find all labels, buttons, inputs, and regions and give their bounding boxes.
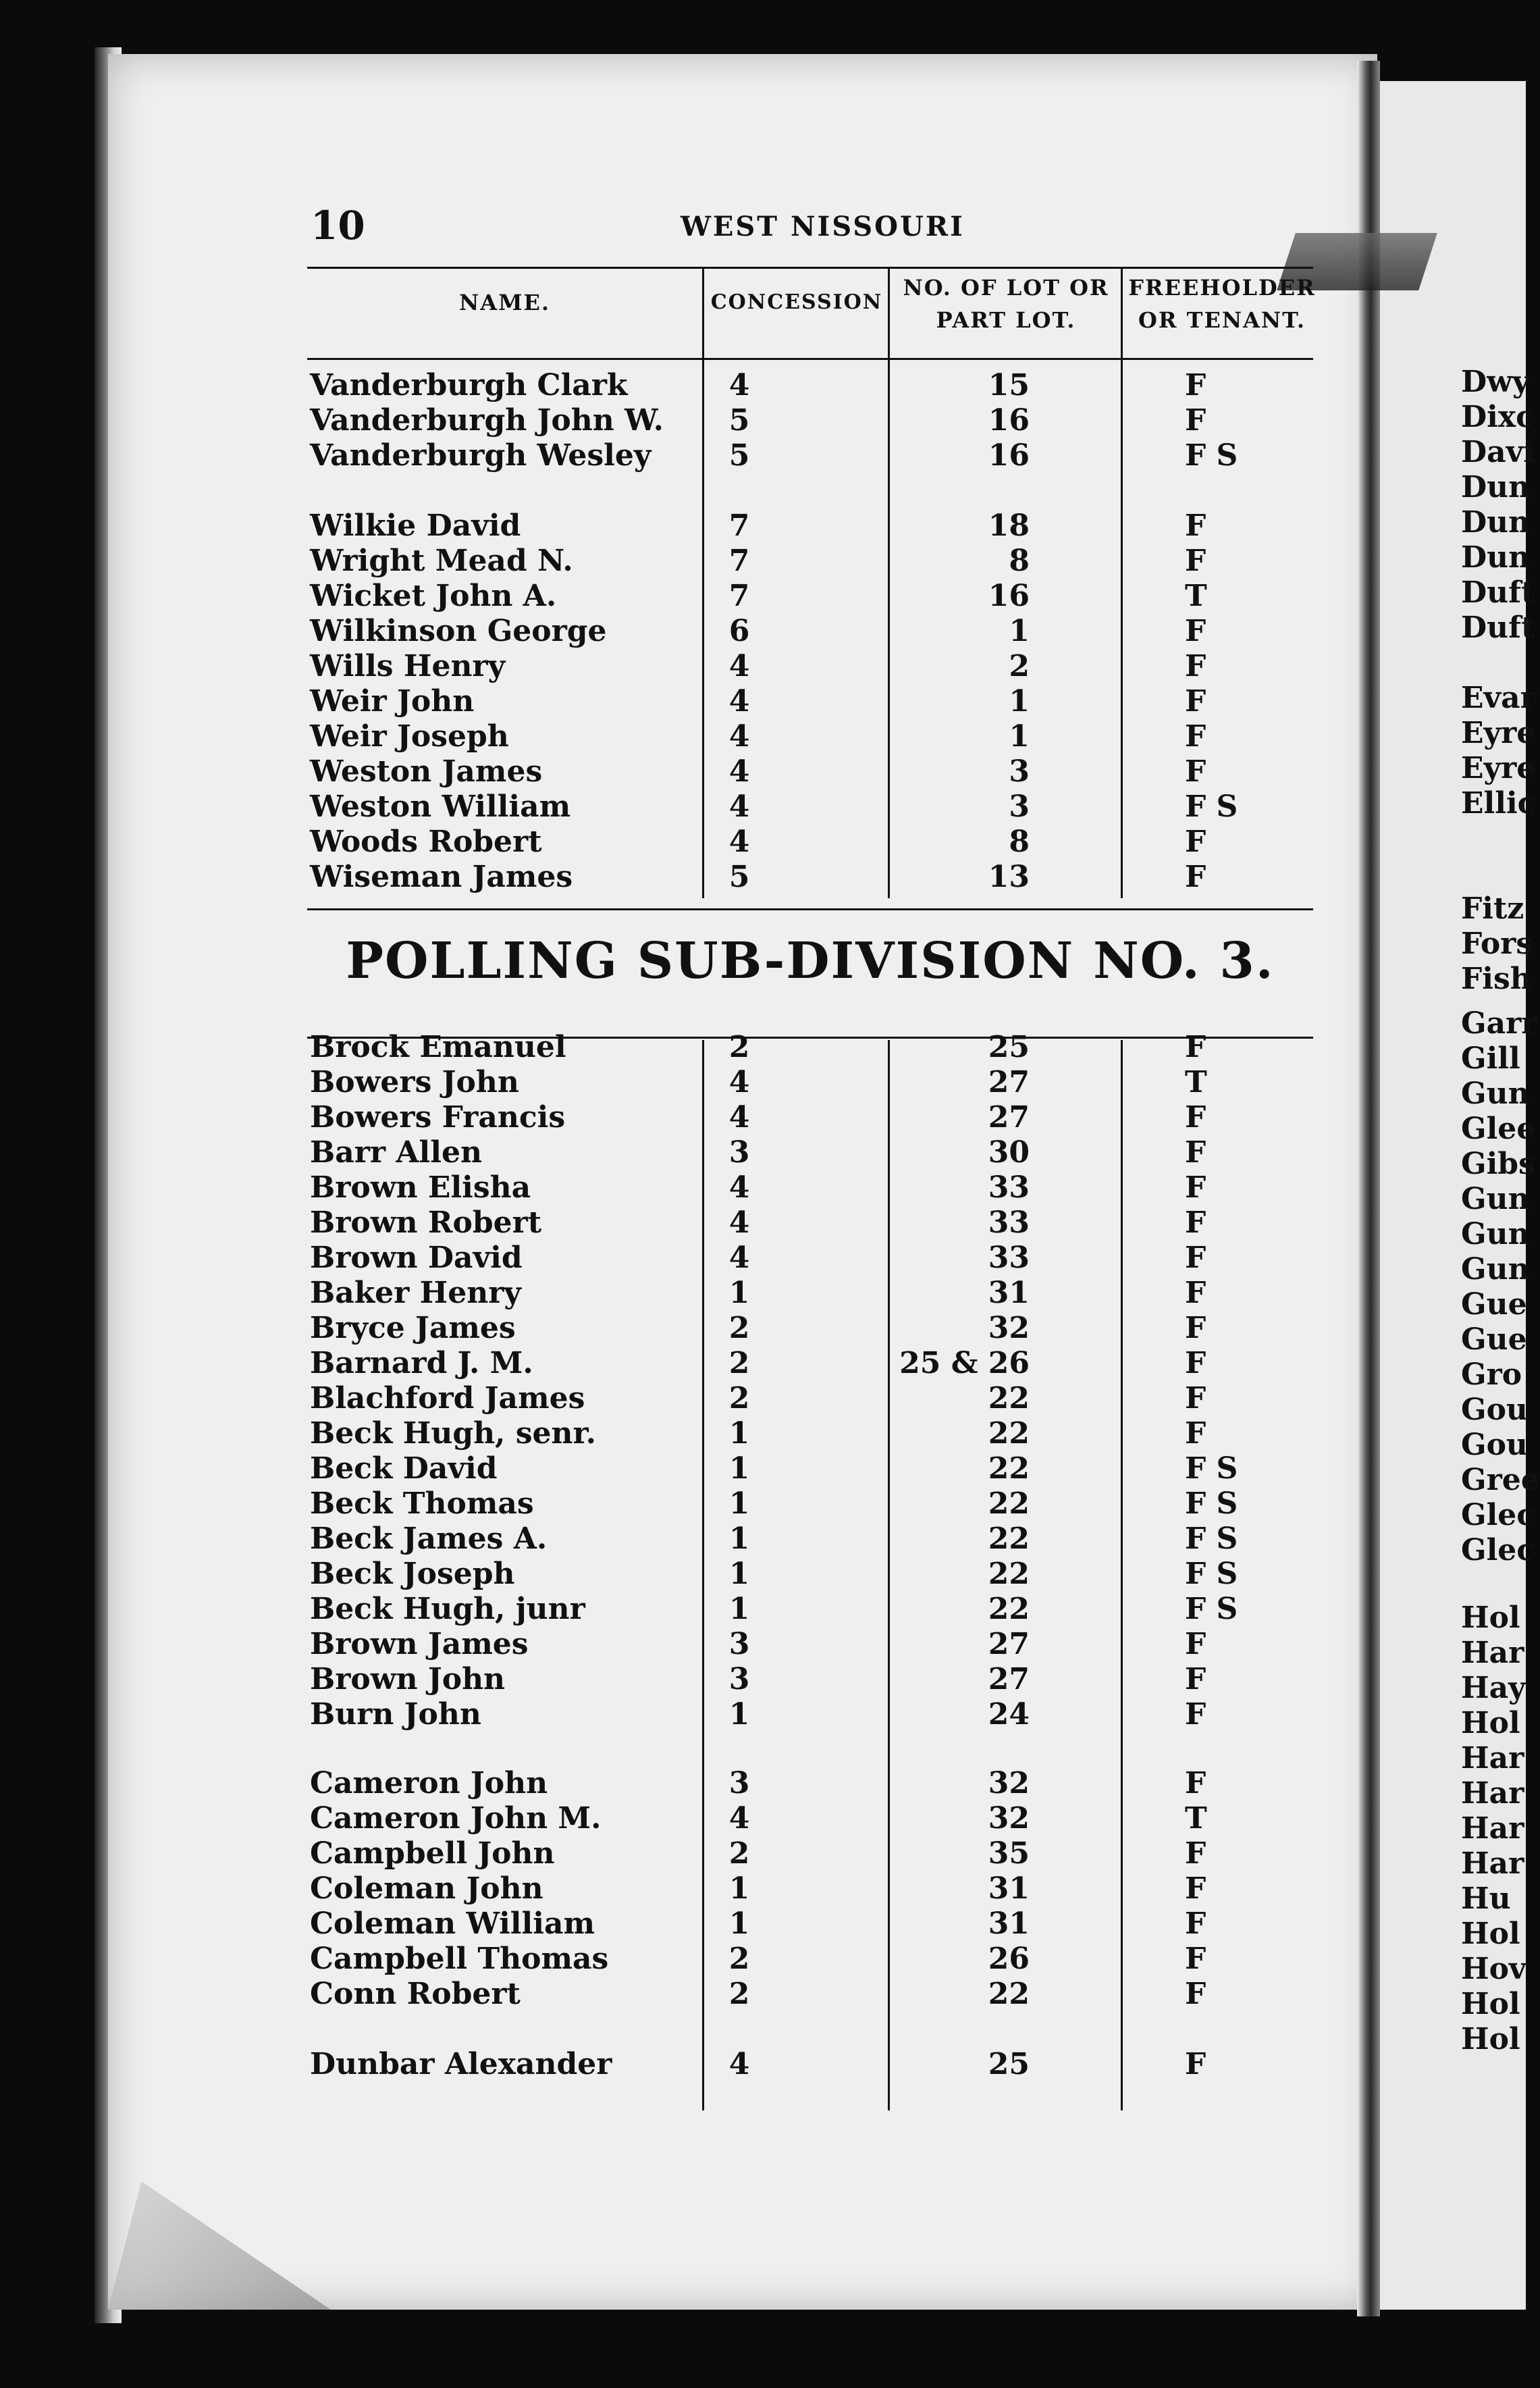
concession-value: 2 bbox=[728, 1836, 750, 1871]
lot-number: 8 bbox=[1009, 825, 1030, 859]
adjacent-page-name-fragment: Gill bbox=[1461, 1041, 1520, 1076]
lot-number: 27 bbox=[988, 1065, 1030, 1099]
table-row bbox=[307, 1311, 1313, 1346]
freeholder-tenant-status: F bbox=[1185, 1276, 1206, 1310]
freeholder-tenant-status: F bbox=[1185, 825, 1206, 859]
voter-name: Coleman John bbox=[310, 1871, 543, 1906]
concession-value: 4 bbox=[728, 1065, 750, 1099]
section-top-rule bbox=[307, 908, 1313, 910]
voter-name: Burn John bbox=[310, 1697, 481, 1732]
table-row bbox=[307, 1030, 1313, 1065]
concession-value: 1 bbox=[728, 1697, 750, 1732]
lot-number: 31 bbox=[988, 1276, 1030, 1310]
concession-value: 2 bbox=[728, 1346, 750, 1380]
adjacent-page-name-fragment: Fish bbox=[1461, 962, 1532, 996]
voter-name: Weston James bbox=[310, 754, 543, 789]
concession-value: 6 bbox=[728, 614, 750, 648]
freeholder-tenant-status: F bbox=[1185, 1766, 1206, 1800]
concession-value: 2 bbox=[728, 1381, 750, 1416]
concession-value: 4 bbox=[728, 649, 750, 683]
table-row bbox=[307, 1276, 1313, 1311]
concession-value: 1 bbox=[728, 1416, 750, 1451]
voter-name: Cameron John M. bbox=[310, 1801, 602, 1836]
header-bottom-rule bbox=[307, 358, 1313, 360]
table-row bbox=[307, 1801, 1313, 1836]
voter-name: Cameron John bbox=[310, 1766, 548, 1800]
voter-name: Wills Henry bbox=[310, 649, 506, 683]
table-row bbox=[307, 1486, 1313, 1522]
voter-name: Beck James A. bbox=[310, 1522, 548, 1556]
concession-value: 2 bbox=[728, 1030, 750, 1064]
adjacent-page-name-fragment: Gibs bbox=[1461, 1147, 1535, 1181]
freeholder-tenant-status: F bbox=[1185, 2047, 1206, 2081]
lot-number: 22 bbox=[988, 1592, 1030, 1626]
lot-number: 22 bbox=[988, 1522, 1030, 1556]
voter-name: Bowers John bbox=[310, 1065, 519, 1099]
concession-value: 1 bbox=[728, 1871, 750, 1906]
column-header-freeholder-line1: FREEHOLDER bbox=[1128, 275, 1316, 301]
voter-name: Dunbar Alexander bbox=[310, 2047, 612, 2081]
freeholder-tenant-status: F bbox=[1185, 1100, 1206, 1135]
freeholder-tenant-status: F bbox=[1185, 1346, 1206, 1380]
table-row bbox=[307, 368, 1313, 403]
freeholder-tenant-status: F bbox=[1185, 1205, 1206, 1240]
concession-value: 4 bbox=[728, 719, 750, 754]
voter-name: Wiseman James bbox=[310, 860, 573, 894]
lot-number: 3 bbox=[1009, 789, 1030, 824]
freeholder-tenant-status: F bbox=[1185, 1627, 1206, 1661]
voter-name: Barnard J. M. bbox=[310, 1346, 533, 1380]
voter-name: Beck Hugh, senr. bbox=[310, 1416, 596, 1451]
adjacent-page-name-fragment: Hu bbox=[1461, 1881, 1511, 1916]
table-row bbox=[307, 1381, 1313, 1416]
lot-number: 27 bbox=[988, 1662, 1030, 1696]
concession-value: 2 bbox=[728, 1942, 750, 1976]
adjacent-page-name-fragment: Davi bbox=[1461, 435, 1535, 469]
table-row bbox=[307, 1205, 1313, 1241]
concession-value: 3 bbox=[728, 1627, 750, 1661]
adjacent-page-name-fragment: Fitz bbox=[1461, 891, 1524, 926]
freeholder-tenant-status: T bbox=[1185, 1065, 1207, 1099]
lot-number: 33 bbox=[988, 1241, 1030, 1275]
freeholder-tenant-status: F S bbox=[1185, 1557, 1238, 1591]
table-row bbox=[307, 719, 1313, 754]
lot-number: 25 bbox=[988, 1030, 1030, 1064]
freeholder-tenant-status: F bbox=[1185, 509, 1206, 543]
table-row bbox=[307, 684, 1313, 719]
book-gutter bbox=[1357, 61, 1380, 2316]
adjacent-page-name-fragment: Gou bbox=[1461, 1428, 1528, 1462]
voter-name: Campbell Thomas bbox=[310, 1942, 609, 1976]
table-row bbox=[307, 1871, 1313, 1906]
voter-name: Barr Allen bbox=[310, 1135, 482, 1170]
table-row bbox=[307, 509, 1313, 544]
table-row bbox=[307, 1906, 1313, 1942]
lot-number: 25 & 26 bbox=[899, 1346, 1030, 1380]
freeholder-tenant-status: F bbox=[1185, 719, 1206, 754]
adjacent-page-name-fragment: Fors bbox=[1461, 927, 1533, 961]
concession-value: 1 bbox=[728, 1486, 750, 1521]
voter-name: Vanderburgh Clark bbox=[310, 368, 628, 403]
table-row bbox=[307, 860, 1313, 895]
adjacent-page-name-fragment: Eyre bbox=[1461, 751, 1536, 785]
lot-number: 1 bbox=[1009, 614, 1030, 648]
table-row bbox=[307, 1065, 1313, 1100]
adjacent-page-fragment bbox=[1380, 81, 1540, 2310]
lot-number: 16 bbox=[988, 403, 1030, 438]
lot-number: 24 bbox=[988, 1697, 1030, 1732]
lot-number: 16 bbox=[988, 438, 1030, 473]
concession-value: 7 bbox=[728, 509, 750, 543]
freeholder-tenant-status: F bbox=[1185, 1906, 1206, 1941]
concession-value: 3 bbox=[728, 1662, 750, 1696]
adjacent-page-name-fragment: Glec bbox=[1461, 1498, 1535, 1532]
voter-name: Baker Henry bbox=[310, 1276, 521, 1310]
concession-value: 4 bbox=[728, 754, 750, 789]
voter-name: Wicket John A. bbox=[310, 579, 557, 613]
adjacent-page-name-fragment: Gree bbox=[1461, 1463, 1540, 1497]
column-header-lot-line2: PART LOT. bbox=[936, 307, 1076, 333]
concession-value: 5 bbox=[728, 860, 750, 894]
table-row bbox=[307, 1416, 1313, 1451]
concession-value: 4 bbox=[728, 1801, 750, 1836]
adjacent-page-name-fragment: Eyre bbox=[1461, 716, 1536, 750]
lot-number: 32 bbox=[988, 1766, 1030, 1800]
voter-name: Bryce James bbox=[310, 1311, 516, 1345]
column-header-lot-line1: NO. OF LOT OR bbox=[903, 275, 1109, 301]
freeholder-tenant-status: F bbox=[1185, 614, 1206, 648]
adjacent-page-name-fragment: Har bbox=[1461, 1846, 1524, 1881]
adjacent-page-name-fragment: Gun bbox=[1461, 1076, 1530, 1111]
table-row bbox=[307, 579, 1313, 614]
column-header-freeholder-line2: OR TENANT. bbox=[1138, 307, 1306, 333]
adjacent-page-name-fragment: Gou bbox=[1461, 1393, 1528, 1427]
lot-number: 1 bbox=[1009, 719, 1030, 754]
concession-value: 4 bbox=[728, 368, 750, 403]
page-title: WEST NISSOURI bbox=[681, 211, 965, 242]
freeholder-tenant-status: F bbox=[1185, 684, 1206, 719]
adjacent-page-name-fragment: Dun bbox=[1461, 540, 1531, 575]
table-row bbox=[307, 1170, 1313, 1205]
adjacent-page-name-fragment: Glec bbox=[1461, 1533, 1535, 1567]
voter-name: Brown Elisha bbox=[310, 1170, 531, 1205]
freeholder-tenant-status: F bbox=[1185, 860, 1206, 894]
table-row bbox=[307, 825, 1313, 860]
voter-name: Weston William bbox=[310, 789, 571, 824]
adjacent-page-name-fragment: Hol bbox=[1461, 1987, 1520, 2021]
column-header-name: NAME. bbox=[458, 290, 551, 315]
table-row bbox=[307, 1977, 1313, 2012]
concession-value: 4 bbox=[728, 1170, 750, 1205]
voter-name: Woods Robert bbox=[310, 825, 542, 859]
voter-name: Blachford James bbox=[310, 1381, 585, 1416]
concession-value: 4 bbox=[728, 1241, 750, 1275]
adjacent-page-name-fragment: Hol bbox=[1461, 1601, 1520, 1635]
lot-number: 18 bbox=[988, 509, 1030, 543]
freeholder-tenant-status: F bbox=[1185, 1836, 1206, 1871]
lot-number: 2 bbox=[1009, 649, 1030, 683]
lot-number: 31 bbox=[988, 1906, 1030, 1941]
concession-value: 1 bbox=[728, 1522, 750, 1556]
freeholder-tenant-status: F S bbox=[1185, 438, 1238, 473]
lot-number: 22 bbox=[988, 1557, 1030, 1591]
lot-number: 1 bbox=[1009, 684, 1030, 719]
concession-value: 4 bbox=[728, 2047, 750, 2081]
table-row bbox=[307, 2047, 1313, 2082]
voter-name: Brown David bbox=[310, 1241, 523, 1275]
lot-number: 32 bbox=[988, 1801, 1030, 1836]
table-row bbox=[307, 1451, 1313, 1486]
voter-name: Brown John bbox=[310, 1662, 506, 1696]
adjacent-page-name-fragment: Hol bbox=[1461, 1917, 1520, 1951]
lot-number: 35 bbox=[988, 1836, 1030, 1871]
freeholder-tenant-status: F bbox=[1185, 1381, 1206, 1416]
voter-name: Weir John bbox=[310, 684, 475, 719]
concession-value: 7 bbox=[728, 544, 750, 578]
lot-number: 22 bbox=[988, 1381, 1030, 1416]
adjacent-page-name-fragment: Har bbox=[1461, 1776, 1524, 1811]
lot-number: 15 bbox=[988, 368, 1030, 403]
concession-value: 1 bbox=[728, 1557, 750, 1591]
table-top-rule bbox=[307, 267, 1313, 269]
freeholder-tenant-status: F bbox=[1185, 1942, 1206, 1976]
freeholder-tenant-status: F bbox=[1185, 1662, 1206, 1696]
lot-number: 30 bbox=[988, 1135, 1030, 1170]
lot-number: 3 bbox=[1009, 754, 1030, 789]
section-heading: POLLING SUB-DIVISION NO. 3. bbox=[346, 932, 1275, 990]
freeholder-tenant-status: F bbox=[1185, 1697, 1206, 1732]
freeholder-tenant-status: F bbox=[1185, 1416, 1206, 1451]
voter-name: Coleman William bbox=[310, 1906, 595, 1941]
concession-value: 1 bbox=[728, 1592, 750, 1626]
adjacent-page-name-fragment: Har bbox=[1461, 1636, 1524, 1670]
adjacent-page-name-fragment: Gun bbox=[1461, 1217, 1530, 1251]
freeholder-tenant-status: F bbox=[1185, 1135, 1206, 1170]
lot-number: 22 bbox=[988, 1451, 1030, 1486]
voter-name: Beck Joseph bbox=[310, 1557, 515, 1591]
lot-number: 22 bbox=[988, 1486, 1030, 1521]
freeholder-tenant-status: F bbox=[1185, 649, 1206, 683]
adjacent-page-name-fragment: Hol bbox=[1461, 2022, 1520, 2056]
table-row bbox=[307, 1766, 1313, 1801]
table-row bbox=[307, 1697, 1313, 1732]
concession-value: 4 bbox=[728, 789, 750, 824]
lot-number: 16 bbox=[988, 579, 1030, 613]
concession-value: 1 bbox=[728, 1451, 750, 1486]
page-header bbox=[311, 203, 1337, 257]
voter-name: Brock Emanuel bbox=[310, 1030, 566, 1064]
table-row bbox=[307, 438, 1313, 473]
concession-value: 1 bbox=[728, 1906, 750, 1941]
concession-value: 1 bbox=[728, 1276, 750, 1310]
table-row bbox=[307, 1662, 1313, 1697]
lot-number: 33 bbox=[988, 1170, 1030, 1205]
freeholder-tenant-status: F bbox=[1185, 544, 1206, 578]
adjacent-page-name-fragment: Hov bbox=[1461, 1952, 1526, 1986]
concession-value: 4 bbox=[728, 825, 750, 859]
adjacent-page-name-fragment: Hol bbox=[1461, 1706, 1520, 1740]
voters-list-table bbox=[307, 267, 1316, 2110]
freeholder-tenant-status: F bbox=[1185, 368, 1206, 403]
adjacent-page-name-fragment: Gun bbox=[1461, 1252, 1530, 1287]
lot-number: 27 bbox=[988, 1100, 1030, 1135]
concession-value: 3 bbox=[728, 1135, 750, 1170]
table-row bbox=[307, 1135, 1313, 1170]
adjacent-page-name-fragment: Har bbox=[1461, 1811, 1524, 1846]
concession-value: 2 bbox=[728, 1977, 750, 2011]
freeholder-tenant-status: F S bbox=[1185, 1522, 1238, 1556]
table-row bbox=[307, 544, 1313, 579]
table-row bbox=[307, 1627, 1313, 1662]
adjacent-page-name-fragment: Ellic bbox=[1461, 786, 1536, 821]
lot-number: 33 bbox=[988, 1205, 1030, 1240]
concession-value: 5 bbox=[728, 403, 750, 438]
voter-name: Bowers Francis bbox=[310, 1100, 566, 1135]
concession-value: 4 bbox=[728, 684, 750, 719]
lot-number: 22 bbox=[988, 1977, 1030, 2011]
voter-name: Beck Thomas bbox=[310, 1486, 534, 1521]
adjacent-page-name-fragment: Dwy bbox=[1461, 365, 1530, 399]
lot-number: 8 bbox=[1009, 544, 1030, 578]
voter-name: Conn Robert bbox=[310, 1977, 521, 2011]
voter-name: Brown Robert bbox=[310, 1205, 542, 1240]
adjacent-page-name-fragment: Glee bbox=[1461, 1112, 1536, 1146]
freeholder-tenant-status: F bbox=[1185, 1311, 1206, 1345]
voter-name: Campbell John bbox=[310, 1836, 555, 1871]
voter-name: Vanderburgh Wesley bbox=[310, 438, 652, 473]
lot-number: 31 bbox=[988, 1871, 1030, 1906]
lot-number: 32 bbox=[988, 1311, 1030, 1345]
table-row bbox=[307, 754, 1313, 789]
table-row bbox=[307, 1836, 1313, 1871]
lot-number: 13 bbox=[988, 860, 1030, 894]
adjacent-page-name-fragment: Dixc bbox=[1461, 400, 1534, 434]
voter-name: Beck David bbox=[310, 1451, 498, 1486]
table-row bbox=[307, 1346, 1313, 1381]
adjacent-page-name-fragment: Dun bbox=[1461, 470, 1531, 504]
adjacent-page-name-fragment: Gun bbox=[1461, 1182, 1530, 1216]
adjacent-page-name-fragment: Duft bbox=[1461, 611, 1535, 645]
table-row bbox=[307, 1100, 1313, 1135]
table-row bbox=[307, 1522, 1313, 1557]
table-row bbox=[307, 1241, 1313, 1276]
freeholder-tenant-status: F S bbox=[1185, 789, 1238, 824]
concession-value: 4 bbox=[728, 1205, 750, 1240]
voter-name: Wilkie David bbox=[310, 509, 521, 543]
table-row bbox=[307, 649, 1313, 684]
table-row bbox=[307, 789, 1313, 825]
voter-name: Wright Mead N. bbox=[310, 544, 573, 578]
freeholder-tenant-status: F bbox=[1185, 1170, 1206, 1205]
freeholder-tenant-status: F S bbox=[1185, 1486, 1238, 1521]
page-number: 10 bbox=[311, 203, 365, 249]
adjacent-page-name-fragment: Dun bbox=[1461, 505, 1531, 540]
table-row bbox=[307, 614, 1313, 649]
freeholder-tenant-status: F bbox=[1185, 1241, 1206, 1275]
adjacent-page-name-fragment: Gue bbox=[1461, 1287, 1527, 1322]
adjacent-page-name-fragment: Har bbox=[1461, 1741, 1524, 1775]
voter-name: Wilkinson George bbox=[310, 614, 607, 648]
column-header-concession: CONCESSION bbox=[710, 290, 883, 314]
freeholder-tenant-status: F bbox=[1185, 1030, 1206, 1064]
voter-name: Beck Hugh, junr bbox=[310, 1592, 585, 1626]
freeholder-tenant-status: F S bbox=[1185, 1451, 1238, 1486]
adjacent-page-name-fragment: Gue bbox=[1461, 1322, 1527, 1357]
adjacent-page-name-fragment: Evar bbox=[1461, 681, 1536, 715]
concession-value: 3 bbox=[728, 1766, 750, 1800]
freeholder-tenant-status: F bbox=[1185, 403, 1206, 438]
concession-value: 4 bbox=[728, 1100, 750, 1135]
freeholder-tenant-status: F bbox=[1185, 754, 1206, 789]
concession-value: 7 bbox=[728, 579, 750, 613]
table-row bbox=[307, 1942, 1313, 1977]
lot-number: 26 bbox=[988, 1942, 1030, 1976]
voter-name: Weir Joseph bbox=[310, 719, 509, 754]
freeholder-tenant-status: F S bbox=[1185, 1592, 1238, 1626]
freeholder-tenant-status: F bbox=[1185, 1871, 1206, 1906]
adjacent-page-name-fragment: Duft bbox=[1461, 575, 1535, 610]
lot-number: 25 bbox=[988, 2047, 1030, 2081]
table-row bbox=[307, 1592, 1313, 1627]
freeholder-tenant-status: T bbox=[1185, 1801, 1207, 1836]
voter-name: Vanderburgh John W. bbox=[310, 403, 664, 438]
voter-name: Brown James bbox=[310, 1627, 529, 1661]
freeholder-tenant-status: F bbox=[1185, 1977, 1206, 2011]
table-row bbox=[307, 403, 1313, 438]
table-row bbox=[307, 1557, 1313, 1592]
lot-number: 22 bbox=[988, 1416, 1030, 1451]
adjacent-page-name-fragment: Gro bbox=[1461, 1357, 1522, 1392]
freeholder-tenant-status: T bbox=[1185, 579, 1207, 613]
lot-number: 27 bbox=[988, 1627, 1030, 1661]
concession-value: 5 bbox=[728, 438, 750, 473]
adjacent-page-name-fragment: Hay bbox=[1461, 1671, 1526, 1705]
adjacent-page-name-fragment: Garr bbox=[1461, 1006, 1537, 1041]
concession-value: 2 bbox=[728, 1311, 750, 1345]
